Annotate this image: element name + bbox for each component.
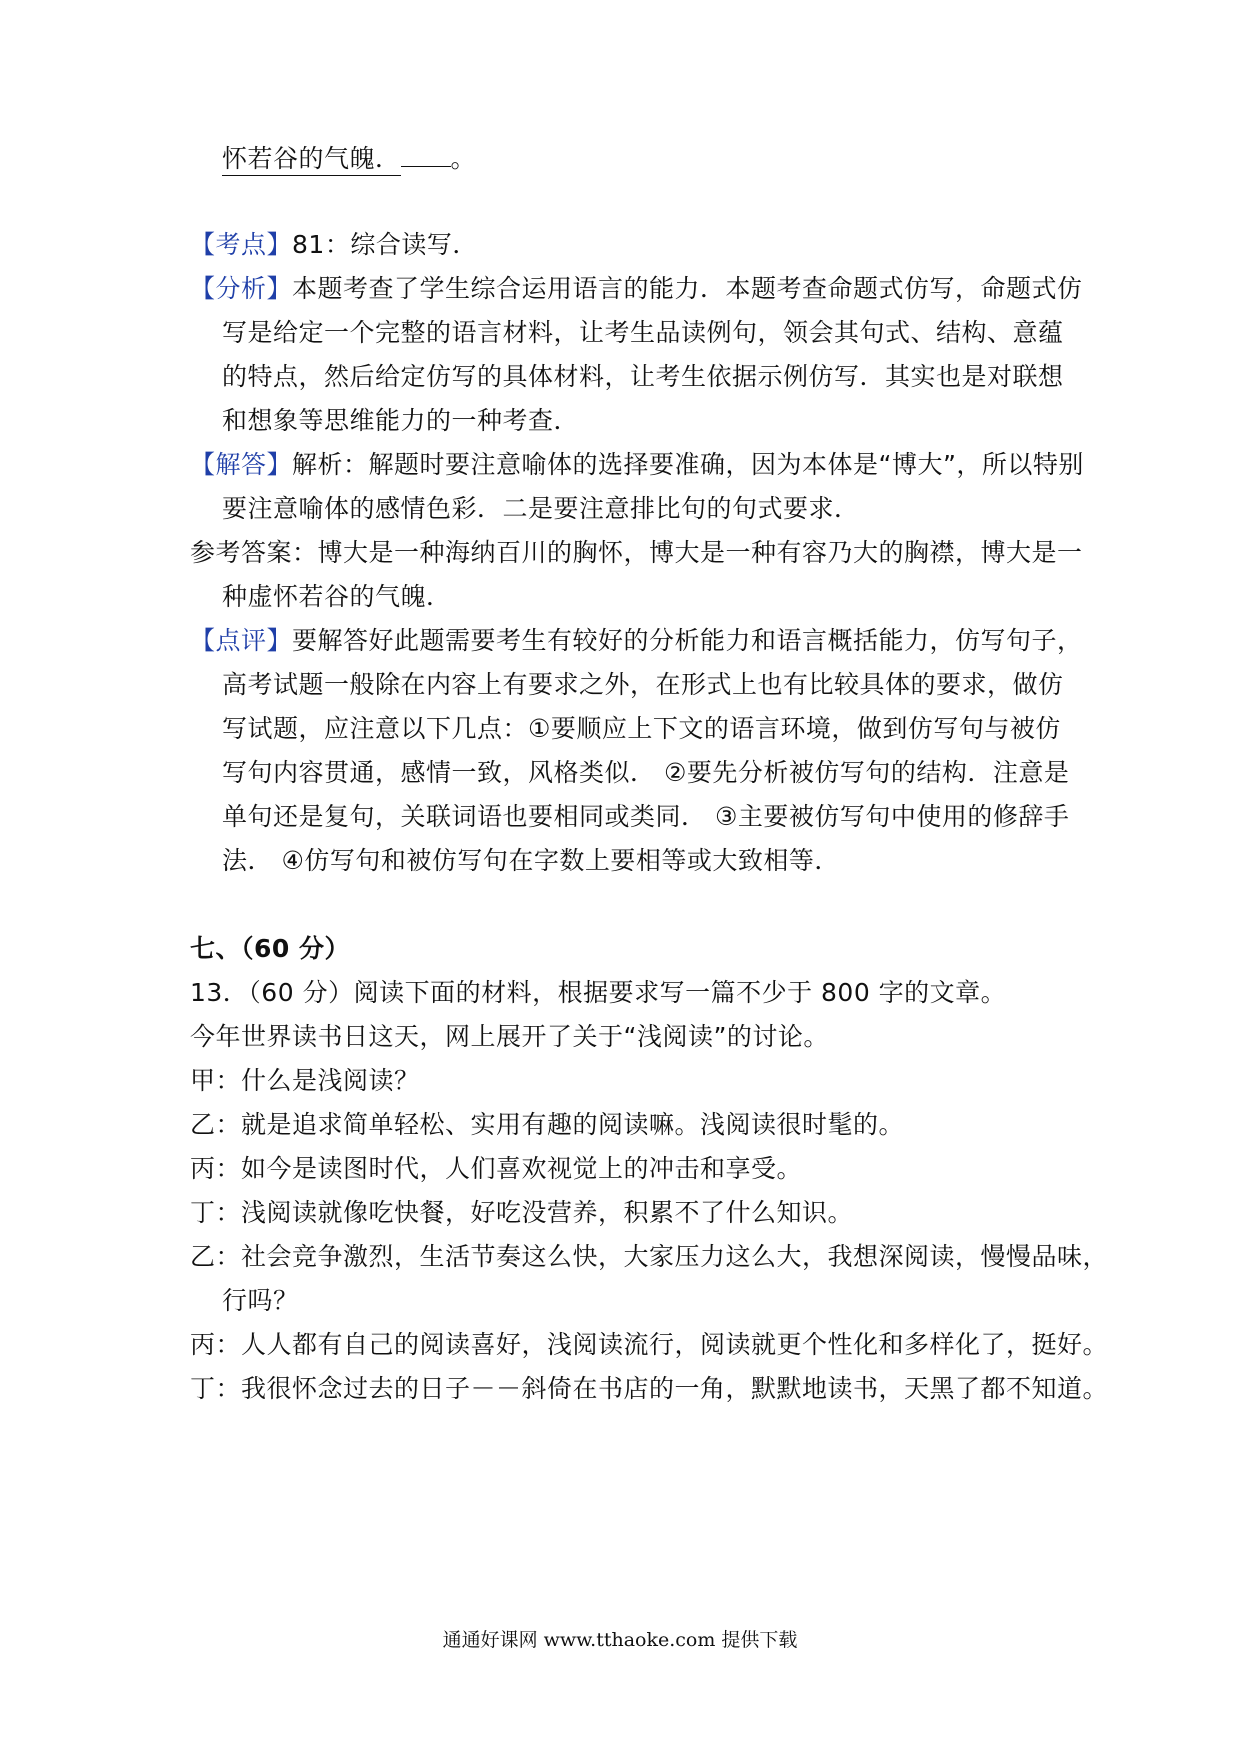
dialogue-line: 丙：人人都有自己的阅读喜好，浅阅读流行，阅读就更个性化和多样化了，挺好。 [190, 1330, 1109, 1359]
dialogue-line: 行吗？ [222, 1286, 299, 1315]
kaodian-text: 81：综合读写． [292, 230, 478, 259]
material-intro: 今年世界读书日这天，网上展开了关于“浅阅读”的讨论。 [190, 1022, 829, 1051]
dianping-line-1 [190, 624, 1083, 658]
fenxi-tag: 【分析】 [190, 274, 293, 303]
dianping-tag: 【点评】 [190, 626, 293, 655]
dialogue-line: 丁：我很怀念过去的日子－－斜倚在书店的一角，默默地读书，天黑了都不知道。 [190, 1374, 1109, 1403]
answer-blank [401, 144, 451, 167]
dialogue-line: 丙：如今是读图时代，人们喜欢视觉上的冲击和享受。 [190, 1154, 803, 1183]
prev-answer-line [222, 142, 476, 176]
dialogue-line: 乙：社会竞争激烈，生活节奏这么快，大家压力这么大，我想深阅读，慢慢品味， [190, 1242, 1109, 1271]
dialogue-line: 丁：浅阅读就像吃快餐，好吃没营养，积累不了什么知识。 [190, 1198, 854, 1227]
fenxi-line-4: 和想象等思维能力的一种考查． [222, 406, 580, 435]
underlined-answer: 怀若谷的气魄． [222, 144, 401, 176]
answer-line-1: 参考答案：博大是一种海纳百川的胸怀，博大是一种有容乃大的胸襟，博大是一 [190, 538, 1083, 567]
section-heading: 七、（60 分） [190, 934, 350, 963]
kaodian-tag: 【考点】 [190, 230, 293, 259]
fenxi-line-2: 写是给定一个完整的语言材料，让考生品读例句，领会其句式、结构、意蕴 [222, 318, 1064, 347]
answer-line-2: 种虚怀若谷的气魄． [222, 582, 452, 611]
question-prompt: 13．（60 分）阅读下面的材料，根据要求写一篇不少于 800 字的文章。 [190, 978, 1007, 1007]
answer-tail: 。 [450, 144, 477, 173]
jieda-line-2: 要注意喻体的感情色彩．二是要注意排比句的句式要求． [222, 494, 860, 523]
jieda-text: 解析：解题时要注意喻体的选择要准确，因为本体是“博大”，所以特别 [292, 450, 1084, 479]
dianping-text: 要解答好此题需要考生有较好的分析能力和语言概括能力，仿写句子， [292, 626, 1083, 655]
dialogue-line: 乙：就是追求简单轻松、实用有趣的阅读嘛。浅阅读很时髦的。 [190, 1110, 905, 1139]
jieda-line-1 [190, 448, 1084, 482]
fenxi-line-1 [190, 272, 1083, 306]
dianping-line-5: 单句还是复句，关联词语也要相同或类同． ③主要被仿写句中使用的修辞手 [222, 802, 1070, 831]
dianping-line-3: 写试题，应注意以下几点：①要顺应上下文的语言环境，做到仿写句与被仿 [222, 714, 1061, 743]
dialogue-line: 甲：什么是浅阅读？ [190, 1066, 420, 1095]
fenxi-line-3: 的特点，然后给定仿写的具体材料，让考生依据示例仿写．其实也是对联想 [222, 362, 1064, 391]
kaodian-line [190, 228, 478, 262]
dianping-line-4: 写句内容贯通，感情一致，风格类似． ②要先分析被仿写句的结构．注意是 [222, 758, 1070, 787]
dianping-line-2: 高考试题一般除在内容上有要求之外，在形式上也有比较具体的要求，做仿 [222, 670, 1064, 699]
page-footer: 通通好课网 www.tthaoke.com 提供下载 [442, 1629, 798, 1651]
fenxi-text: 本题考查了学生综合运用语言的能力．本题考查命题式仿写，命题式仿 [292, 274, 1083, 303]
dianping-line-6: 法． ④仿写句和被仿写句在字数上要相等或大致相等． [222, 846, 840, 875]
jieda-tag: 【解答】 [190, 450, 293, 479]
